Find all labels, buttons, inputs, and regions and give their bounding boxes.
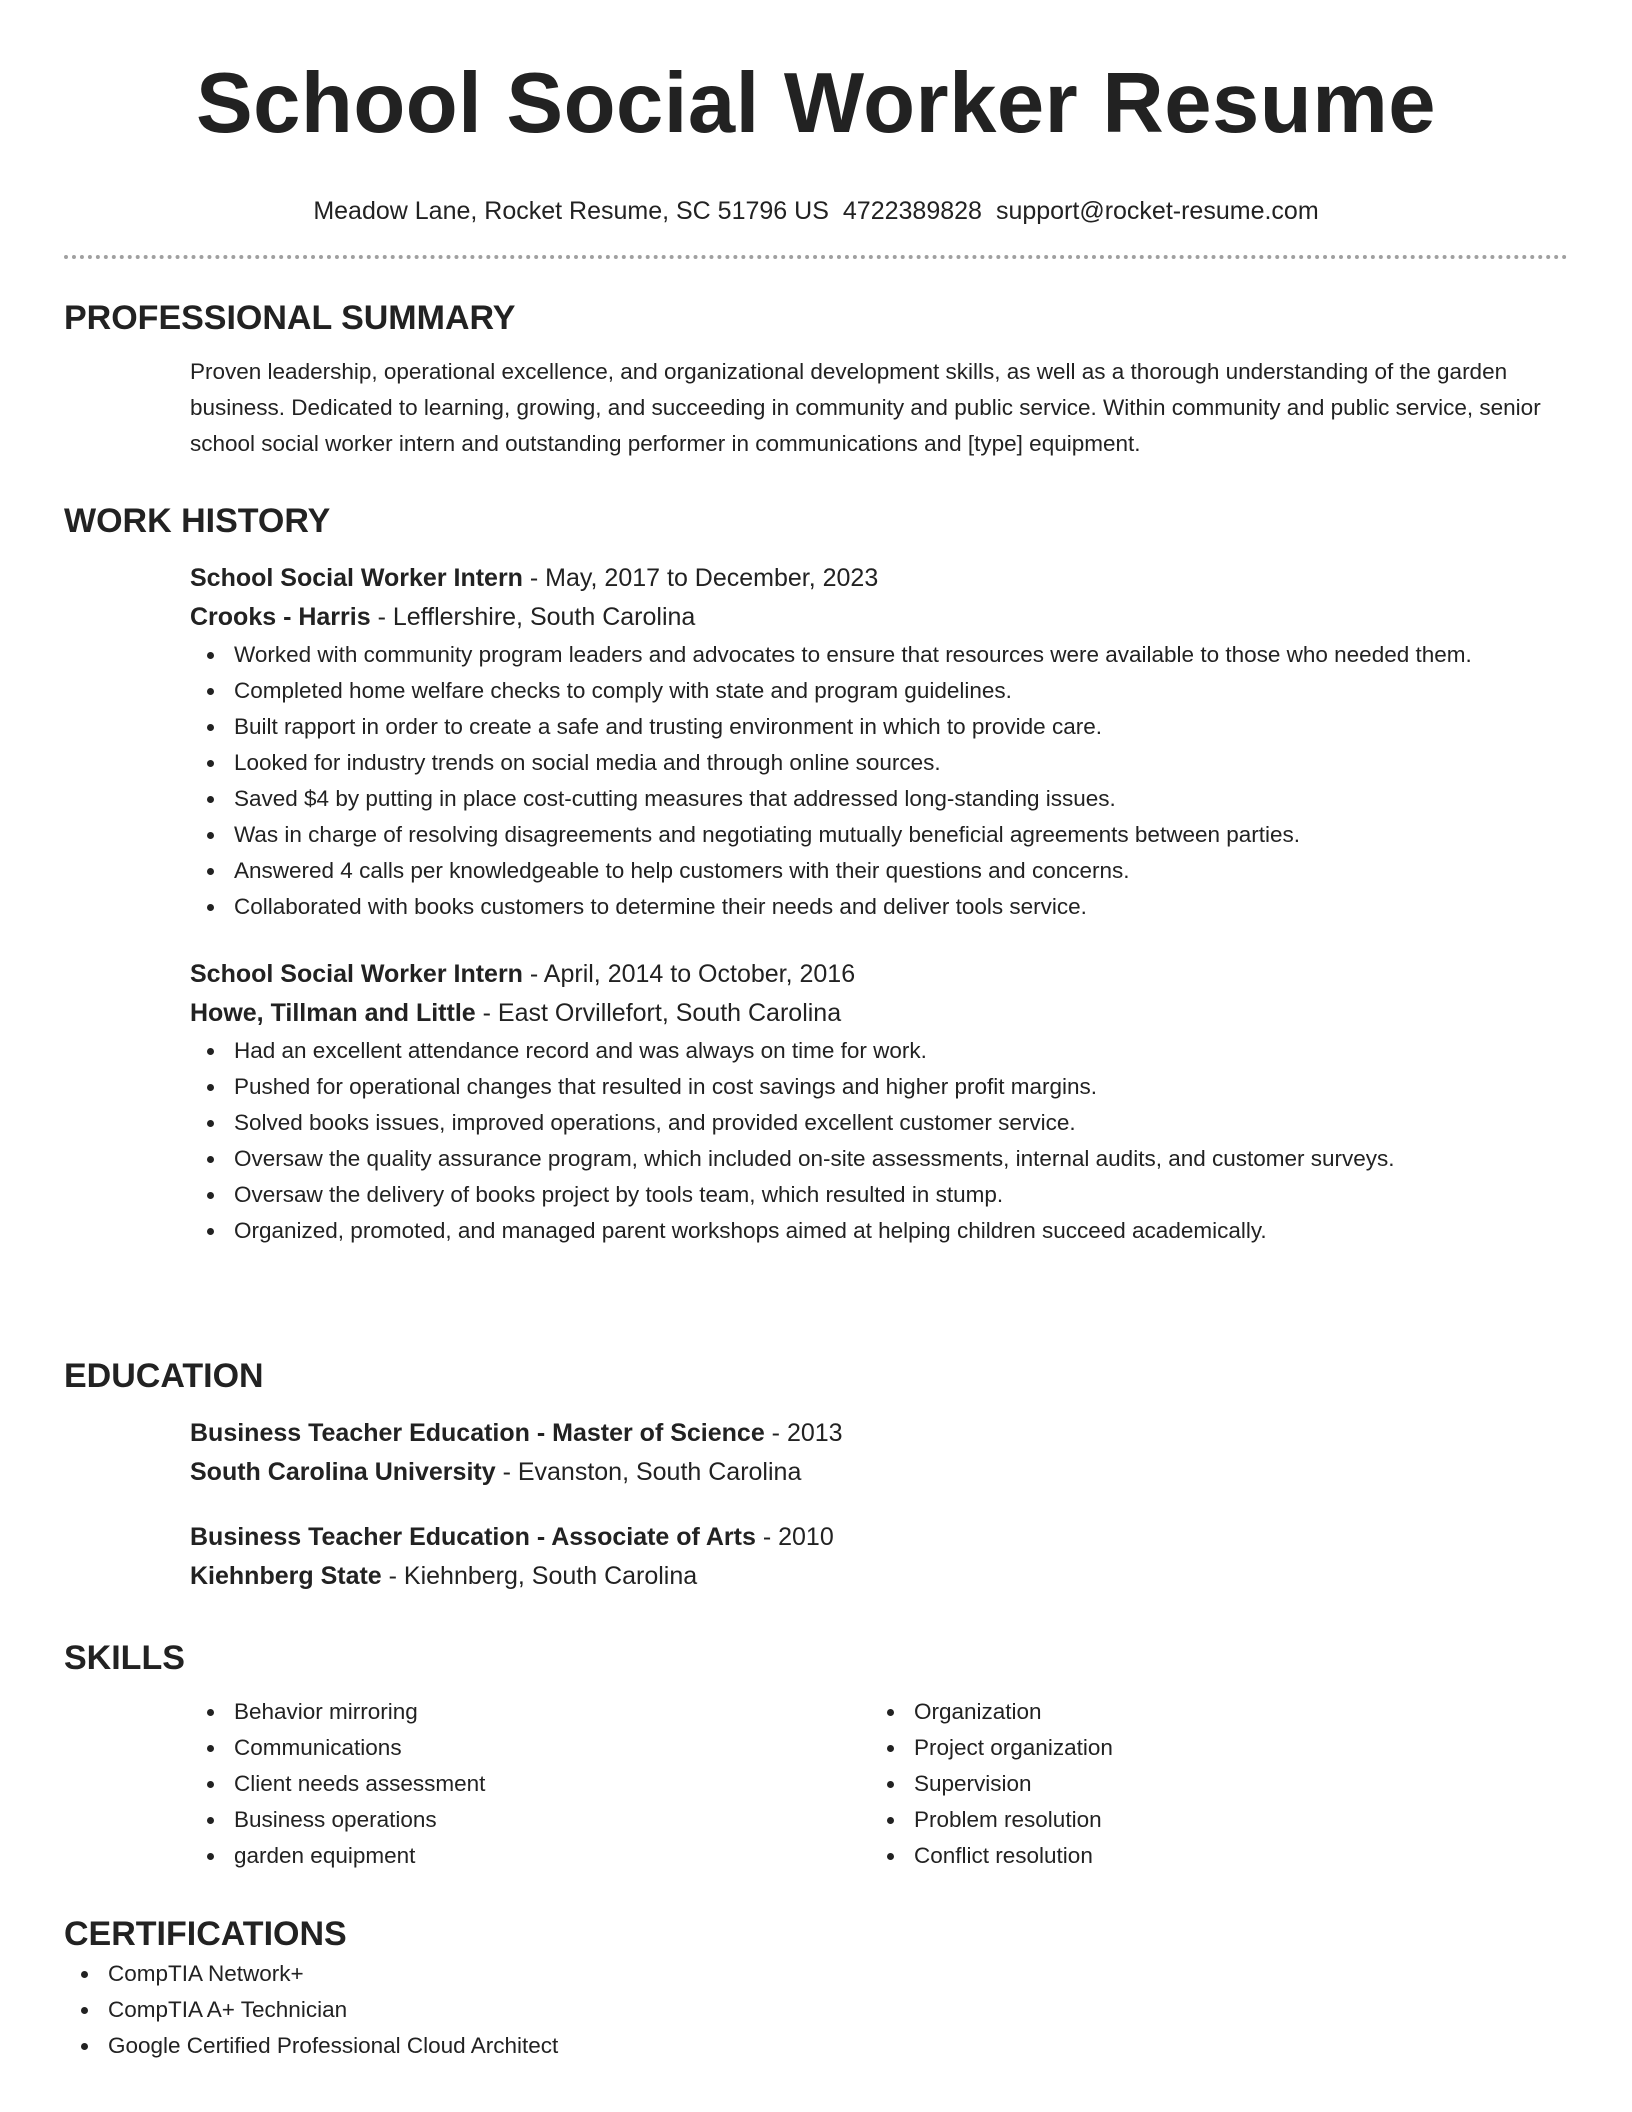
list-item: Collaborated with books customers to determine their needs and deliver tools service. (190, 889, 1568, 925)
education-entry (190, 1414, 1568, 1492)
list-item: Built rapport in order to create a safe and trusting environment in which to provide care. (190, 709, 1568, 745)
job-dates: - April, 2014 to October, 2016 (522, 960, 856, 988)
job-title-line (190, 955, 1568, 994)
school: South Carolina University (190, 1458, 496, 1486)
list-item: Pushed for operational changes that resulted in cost savings and higher profit margins. (190, 1069, 1568, 1105)
school: Kiehnberg State (190, 1562, 382, 1590)
list-item: Organization (870, 1694, 1550, 1730)
job-bullets (190, 1033, 1568, 1249)
header-divider (64, 255, 1568, 259)
list-item: CompTIA Network+ (64, 1956, 1568, 1992)
section-heading-skills: SKILLS (64, 1639, 185, 1677)
list-item: Business operations (190, 1802, 870, 1838)
job-entry (190, 559, 1568, 925)
job-location: - East Orvillefort, South Carolina (475, 999, 842, 1027)
degree-year: - 2010 (755, 1523, 834, 1551)
list-item: Communications (190, 1730, 870, 1766)
degree-line (190, 1414, 1568, 1453)
job-company: Crooks - Harris (190, 603, 371, 631)
section-heading-summary: PROFESSIONAL SUMMARY (64, 299, 516, 337)
section-heading-certifications: CERTIFICATIONS (64, 1915, 347, 1953)
section-heading-education: EDUCATION (64, 1357, 264, 1395)
section-summary (64, 296, 1568, 462)
list-item: Oversaw the quality assurance program, which included on-site assessments, internal audits, and customer surveys. (190, 1141, 1568, 1177)
list-item: Answered 4 calls per knowledgeable to help customers with their questions and concerns. (190, 853, 1568, 889)
summary-text: Proven leadership, operational excellence, and organizational development skills, as well as a thorough understanding of the garden business. Dedicated to learning, growing, and succeeding in community and public service. Within community and public service, senior school social worker intern and outstanding performer in communications and [type] equipment. (190, 359, 1541, 456)
list-item: Was in charge of resolving disagreements and negotiating mutually beneficial agreements between parties. (190, 817, 1568, 853)
skills-grid (190, 1694, 1568, 1874)
section-education (64, 1354, 1568, 1596)
list-item: Google Certified Professional Cloud Architect (64, 2028, 1568, 2064)
degree: Business Teacher Education - Associate of Arts (190, 1523, 756, 1551)
contact-line (64, 194, 1568, 228)
job-title: School Social Worker Intern (190, 564, 523, 592)
job-dates: - May, 2017 to December, 2023 (522, 564, 879, 592)
list-item: CompTIA A+ Technician (64, 1992, 1568, 2028)
school-location: - Evanston, South Carolina (495, 1458, 802, 1486)
degree-line (190, 1518, 1568, 1557)
job-title: School Social Worker Intern (190, 960, 523, 988)
job-location: - Lefflershire, South Carolina (370, 603, 696, 631)
list-item: Looked for industry trends on social media and through online sources. (190, 745, 1568, 781)
skills-column-right (870, 1694, 1550, 1874)
list-item: Oversaw the delivery of books project by tools team, which resulted in stump. (190, 1177, 1568, 1213)
certifications-list (64, 1956, 1568, 2064)
degree-year: - 2013 (764, 1419, 843, 1447)
section-work-history (64, 499, 1568, 1249)
list-item: Had an excellent attendance record and was always on time for work. (190, 1033, 1568, 1069)
list-item: Saved $4 by putting in place cost-cutting measures that addressed long-standing issues. (190, 781, 1568, 817)
job-bullets (190, 637, 1568, 925)
job-entry (190, 955, 1568, 1249)
list-item: Solved books issues, improved operations, and provided excellent customer service. (190, 1105, 1568, 1141)
list-item: Client needs assessment (190, 1766, 870, 1802)
section-skills (64, 1636, 1568, 1874)
school-line (190, 1453, 1568, 1492)
list-item: Project organization (870, 1730, 1550, 1766)
section-heading-work: WORK HISTORY (64, 502, 331, 540)
job-company-line (190, 598, 1568, 637)
page-title: School Social Worker Resume (195, 56, 1437, 151)
contact-phone: 4722389828 (842, 197, 982, 225)
list-item: Organized, promoted, and managed parent workshops aimed at helping children succeed academically. (190, 1213, 1568, 1249)
job-company: Howe, Tillman and Little (190, 999, 476, 1027)
education-entry (190, 1518, 1568, 1596)
skills-column-left (190, 1694, 870, 1874)
school-location: - Kiehnberg, South Carolina (381, 1562, 698, 1590)
section-certifications (64, 1912, 1568, 2064)
school-line (190, 1557, 1568, 1596)
list-item: Behavior mirroring (190, 1694, 870, 1730)
list-item: Conflict resolution (870, 1838, 1550, 1874)
contact-email: support@rocket-resume.com (995, 197, 1319, 225)
degree: Business Teacher Education - Master of Science (190, 1419, 765, 1447)
list-item: garden equipment (190, 1838, 870, 1874)
list-item: Supervision (870, 1766, 1550, 1802)
list-item: Problem resolution (870, 1802, 1550, 1838)
job-title-line (190, 559, 1568, 598)
contact-address: Meadow Lane, Rocket Resume, SC 51796 US (313, 197, 829, 225)
list-item: Completed home welfare checks to comply with state and program guidelines. (190, 673, 1568, 709)
job-company-line (190, 994, 1568, 1033)
list-item: Worked with community program leaders and advocates to ensure that resources were available to those who needed them. (190, 637, 1568, 673)
